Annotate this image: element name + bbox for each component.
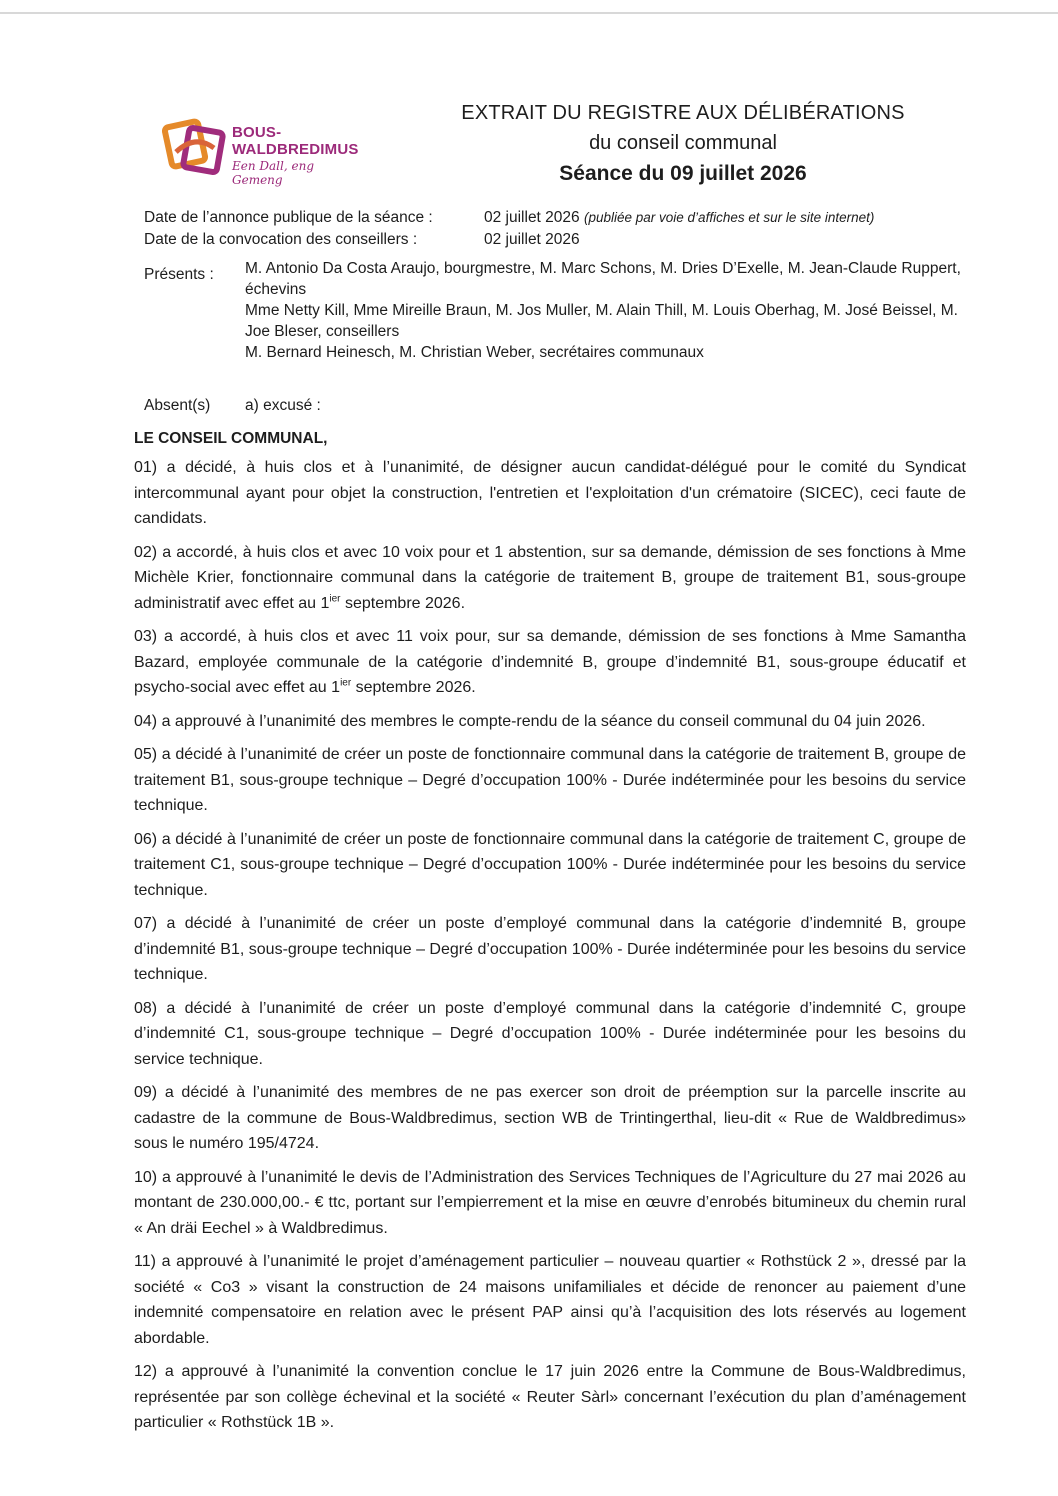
decision-item: 02) a accordé, à huis clos et avec 10 voix pour et 1 abstention, sur sa demande, démission de ses fonctions à Mme Michèle Krier, fonctionnaire communal dans la catégorie de traitement B, groupe de traitement B1, sous-groupe administratif avec effet au $1^{ier}$ septembre 2026. <box>134 543 966 612</box>
decision-item: 06) a décidé à l’unanimité de créer un poste de fonctionnaire communal dans la catégorie de traitement C, groupe de traitement C1, sous-groupe technique – Degré d’occupation 100% - Durée indéterminée pour les besoins du service technique. <box>134 830 966 899</box>
convocation-date-label: Date de la convocation des conseillers : <box>144 231 418 248</box>
decision-item: 11) a approuvé à l’unanimité le projet d’aménagement particulier – nouveau quartier « Rothstück 2 », dressé par la société « Co3 » visant la construction de 24 maisons unifamiliales et décide de renoncer au paiement d’une indemnité compensatoire en relation avec le présent PAP ainsi qu’à l’acquisition des lots réservés au logement abordable. <box>134 1253 966 1347</box>
document-subtitle: du conseil communal <box>589 132 777 154</box>
decision-item: 07) a décidé à l’unanimité de créer un poste d’employé communal dans la catégorie d’indemnité B, groupe d’indemnité B1, sous-groupe technique – Degré d’occupation 100% - Durée indéterminée pour les besoins du service technique. <box>134 915 966 983</box>
council-heading: LE CONSEIL COMMUNAL, <box>134 430 328 447</box>
presents-line: M. Bernard Heinesch, M. Christian Weber, secrétaires communaux <box>245 344 704 361</box>
logo-name-line1: BOUS- <box>232 124 282 141</box>
announcement-note: (publiée par voie d’affiches et sur le site internet) <box>583 210 875 225</box>
decision-item: 09) a décidé à l’unanimité des membres de ne pas exercer son droit de préemption sur la parcelle inscrite au cadastre de la commune de Bous-Waldbredimus, section WB de Trintingerthal, lieu-dit « Rue de Waldbredimus» sous le numéro 195/4724. <box>134 1084 966 1152</box>
decision-item: 08) a décidé à l’unanimité de créer un poste d’employé communal dans la catégorie d’indemnité C, groupe d’indemnité C1, sous-groupe technique – Degré d’occupation 100% - Durée indéterminée pour les besoins du service technique. <box>134 999 966 1068</box>
presents-line: Mme Netty Kill, Mme Mireille Braun, M. Jos Muller, M. Alain Thill, M. Louis Oberhag, M. José Beissel, M. Joe Bleser, conseillers <box>245 302 958 340</box>
decision-item: 12) a approuvé à l’unanimité la convention conclue le 17 juin 2026 entre la Commune de Bous-Waldbredimus, représentée par son collège échevinal et la société « Reuter Sàrl» concernant l’exécution du plan d’aménagement particulier « Rothstück 1B ». <box>134 1363 966 1431</box>
decision-item: 03) a accordé, à huis clos et avec 11 voix pour, sur sa demande, démission de ses fonctions à Mme Samantha Bazard, employée communale de la catégorie d’indemnité B, groupe d’indemnité B1, sous-groupe éducatif et psycho-social avec effet au $1^{ier}$ septembre 2026. <box>134 628 966 696</box>
municipality-logo <box>162 114 362 187</box>
presents-line: M. Antonio Da Costa Araujo, bourgmestre, M. Marc Schons, M. Dries D’Exelle, M. Jean-Claude Ruppert, échevins <box>245 260 961 298</box>
absent-label: Absent(s) <box>144 397 211 414</box>
announcement-date-value: 02 juillet 2026 (publiée par voie d’affiches et sur le site internet) <box>484 209 875 226</box>
document-title: EXTRAIT DU REGISTRE AUX DÉLIBÉRATIONS <box>461 102 905 124</box>
decision-item: 05) a décidé à l’unanimité de créer un poste de fonctionnaire communal dans la catégorie de traitement B, groupe de traitement B1, sous-groupe technique – Degré d’occupation 100% - Durée indéterminée pour les besoins du service technique. <box>134 746 966 814</box>
session-date-title: Séance du 09 juillet 2026 <box>559 162 807 185</box>
logo-name-line2: WALDBREDIMUS <box>232 141 359 158</box>
presents-list <box>245 258 965 363</box>
document-title-block <box>448 102 918 186</box>
decision-item: 04) a approuvé à l’unanimité des membres le compte-rendu de la séance du conseil communal du 04 juin 2026. <box>134 712 926 730</box>
announcement-date-label: Date de l’annonce publique de la séance : <box>144 209 433 226</box>
absent-value: a) excusé : <box>245 397 321 414</box>
logo-emblem-icon <box>162 114 228 180</box>
decision-item: 01) a décidé, à huis clos et à l’unanimité, de désigner aucun candidat-délégué pour le comité du Syndicat intercommunal ayant pour objet la construction, l'entretien et l'exploitation d'un crématoire (SICEC), ceci faute de candidats. <box>134 459 966 527</box>
decisions-list <box>134 455 966 1444</box>
convocation-date-value: 02 juillet 2026 <box>484 231 580 248</box>
presents-label: Présents : <box>144 266 214 283</box>
decision-item: 10) a approuvé à l’unanimité le devis de l’Administration des Services Techniques de l’Agriculture du 27 mai 2026 au montant de 230.000,00.- € ttc, portant sur l’empierrement et la mise en œuvre d’enrobés bitumineux du chemin rural « An dräi Eechel » à Waldbredimus. <box>134 1168 966 1237</box>
scan-edge-line <box>0 12 1058 14</box>
logo-tagline: Een Dall, eng Gemeng <box>232 159 314 187</box>
